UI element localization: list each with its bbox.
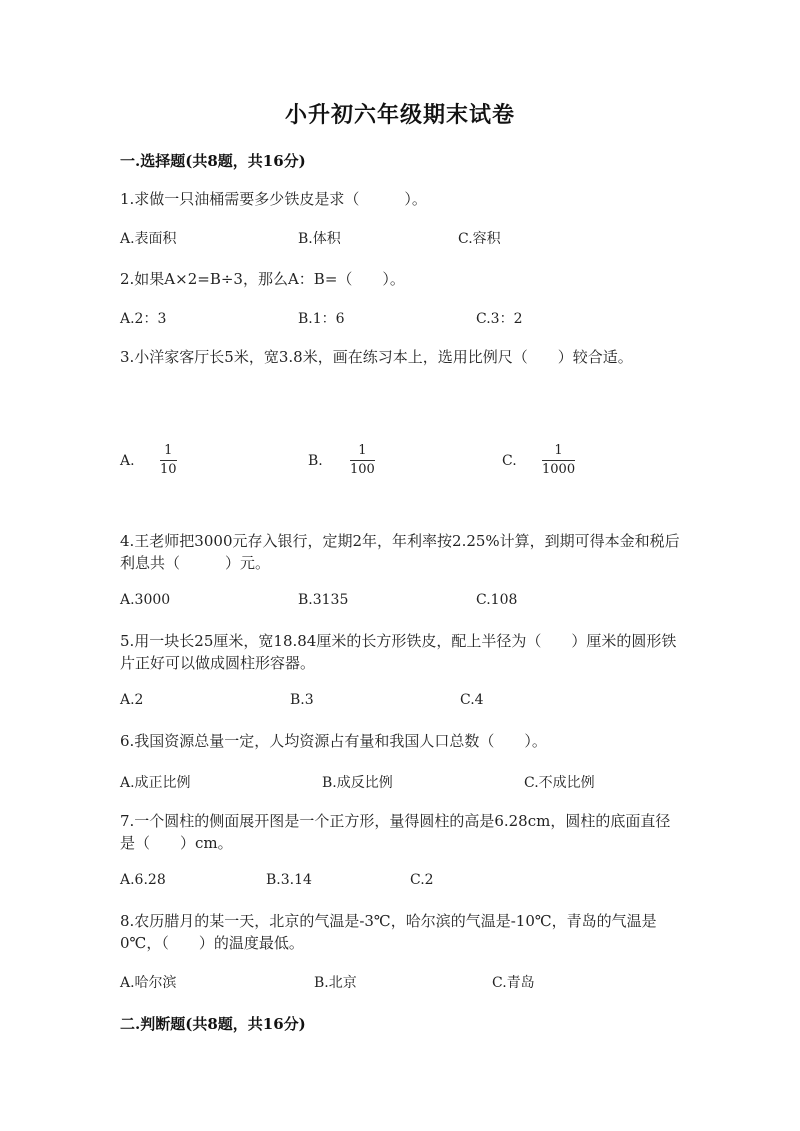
question-4: 4.王老师把3000元存入银行，定期2年，年利率按2.25%计算，到期可得本金和税后利息共（ ）元。 bbox=[120, 532, 680, 572]
question-3-option-a-label[interactable]: A. bbox=[120, 453, 135, 469]
question-3-option-b-fraction[interactable] bbox=[350, 444, 375, 477]
fraction-numerator: 1 bbox=[164, 443, 173, 458]
question-6-option-c[interactable]: C.不成比例 bbox=[524, 775, 595, 791]
question-2-option-b[interactable]: B.1：6 bbox=[298, 311, 345, 327]
question-1-option-a[interactable]: A.表面积 bbox=[120, 231, 177, 247]
fraction-bar bbox=[160, 460, 177, 461]
question-7: 7.一个圆柱的侧面展开图是一个正方形，量得圆柱的高是6.28cm，圆柱的底面直径是（ ）cm。 bbox=[120, 812, 671, 852]
question-1-option-b[interactable]: B.体积 bbox=[298, 231, 341, 247]
question-3-option-a-fraction[interactable] bbox=[160, 444, 177, 477]
question-4-option-b[interactable]: B.3135 bbox=[298, 592, 349, 608]
question-4-option-c[interactable]: C.108 bbox=[476, 592, 518, 608]
question-3-option-c-label[interactable]: C. bbox=[502, 453, 517, 469]
question-8-option-c[interactable]: C.青岛 bbox=[492, 975, 535, 991]
question-1: 1.求做一只油桶需要多少铁皮是求（ ）。 bbox=[120, 190, 427, 208]
question-8-option-a[interactable]: A.哈尔滨 bbox=[120, 975, 177, 991]
section-heading-choice: 一.选择题(共8题，共16分) bbox=[120, 152, 306, 170]
question-1-option-c[interactable]: C.容积 bbox=[458, 231, 501, 247]
question-7-option-c[interactable]: C.2 bbox=[410, 872, 434, 888]
question-5-option-c[interactable]: C.4 bbox=[460, 692, 484, 708]
question-8: 8.农历腊月的某一天，北京的气温是-3℃，哈尔滨的气温是-10℃，青岛的气温是0℃，（ ）的温度最低。 bbox=[120, 912, 657, 952]
section-heading-judgement: 二.判断题(共8题，共16分) bbox=[120, 1015, 306, 1033]
question-3-option-c-fraction[interactable] bbox=[542, 444, 575, 477]
question-4-option-a[interactable]: A.3000 bbox=[120, 592, 171, 608]
fraction-denominator: 100 bbox=[350, 462, 375, 477]
question-6: 6.我国资源总量一定，人均资源占有量和我国人口总数（ ）。 bbox=[120, 732, 547, 750]
question-5-option-a[interactable]: A.2 bbox=[120, 692, 144, 708]
fraction-numerator: 1 bbox=[358, 443, 367, 458]
question-3-option-b-label[interactable]: B. bbox=[308, 453, 323, 469]
question-2-option-c[interactable]: C.3：2 bbox=[476, 311, 523, 327]
fraction-denominator: 10 bbox=[160, 462, 177, 477]
question-7-option-a[interactable]: A.6.28 bbox=[120, 872, 166, 888]
question-8-option-b[interactable]: B.北京 bbox=[314, 975, 357, 991]
fraction-bar bbox=[542, 460, 575, 461]
question-5: 5.用一块长25厘米，宽18.84厘米的长方形铁皮，配上半径为（ ）厘米的圆形铁片正好可以做成圆柱形容器。 bbox=[120, 632, 677, 672]
page-title: 小升初六年级期末试卷 bbox=[284, 102, 515, 128]
question-3: 3.小洋家客厅长5米，宽3.8米，画在练习本上，选用比例尺（ ）较合适。 bbox=[120, 348, 633, 366]
question-5-option-b[interactable]: B.3 bbox=[290, 692, 314, 708]
fraction-denominator: 1000 bbox=[542, 462, 576, 477]
question-2: 2.如果A×2=B÷3，那么A：B=（ ）。 bbox=[120, 270, 405, 288]
question-6-option-a[interactable]: A.成正比例 bbox=[120, 775, 191, 791]
question-7-option-b[interactable]: B.3.14 bbox=[266, 872, 312, 888]
question-6-option-b[interactable]: B.成反比例 bbox=[322, 775, 393, 791]
question-2-option-a[interactable]: A.2：3 bbox=[120, 311, 167, 327]
fraction-numerator: 1 bbox=[554, 443, 563, 458]
fraction-bar bbox=[350, 460, 375, 461]
